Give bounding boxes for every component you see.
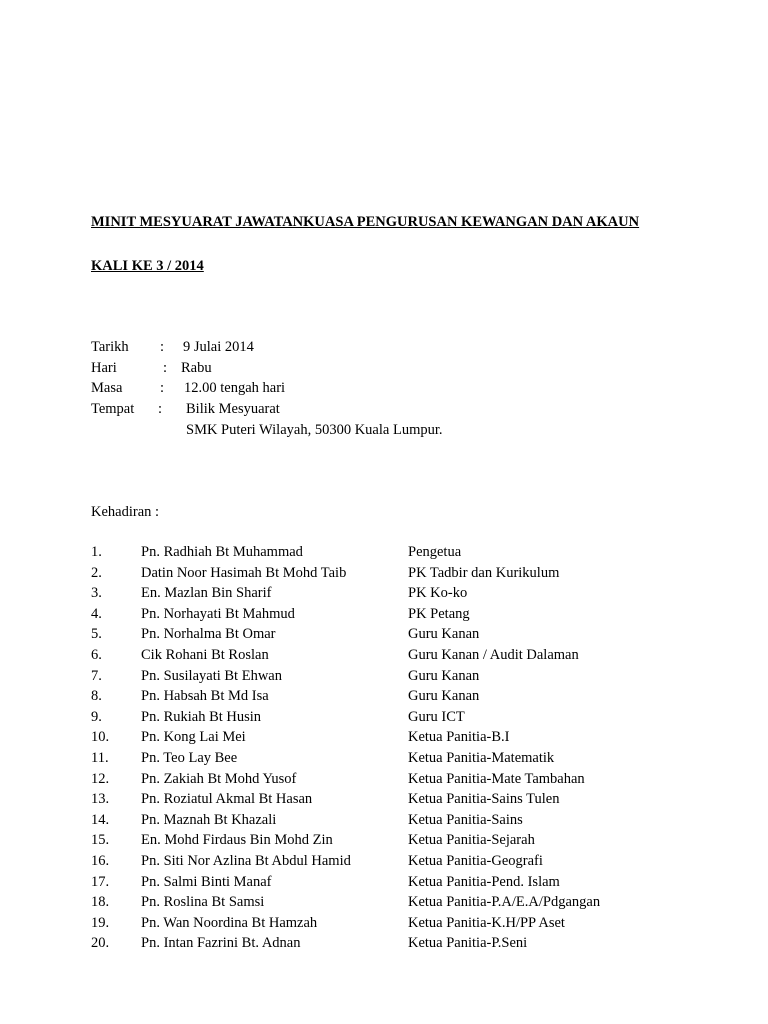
- attendance-position: Ketua Panitia-Sains: [408, 811, 523, 828]
- attendance-position: Ketua Panitia-B.I: [408, 729, 510, 746]
- attendance-name: Pn. Roslina Bt Samsi: [141, 894, 265, 911]
- attendance-number: 11.: [91, 749, 109, 766]
- attendance-name: En. Mohd Firdaus Bin Mohd Zin: [141, 832, 333, 849]
- attendance-row: [91, 853, 731, 874]
- attendance-name: Pn. Intan Fazrini Bt. Adnan: [141, 935, 301, 952]
- attendance-row: [91, 709, 731, 730]
- attendance-position: Guru Kanan: [408, 688, 480, 705]
- attendance-name: Cik Rohani Bt Roslan: [141, 646, 269, 663]
- attendance-number: 6.: [91, 646, 102, 663]
- attendance-row: [91, 606, 731, 627]
- attendance-row: [91, 832, 731, 853]
- attendance-number: 9.: [91, 708, 102, 725]
- attendance-name: Pn. Siti Nor Azlina Bt Abdul Hamid: [141, 852, 351, 869]
- attendance-row: [91, 668, 731, 689]
- attendance-number: 13.: [91, 791, 110, 808]
- attendance-number: 19.: [91, 914, 110, 931]
- attendance-row: [91, 544, 731, 565]
- info-value: 9 Julai 2014: [183, 339, 254, 355]
- attendance-position: Pengetua: [408, 544, 462, 560]
- attendance-position: Ketua Panitia-Sejarah: [408, 832, 535, 849]
- attendance-position: PK Ko-ko: [408, 585, 468, 602]
- attendance-number: 8.: [91, 688, 102, 705]
- attendance-name: Pn. Kong Lai Mei: [141, 729, 246, 746]
- attendance-name: Pn. Norhalma Bt Omar: [141, 626, 276, 643]
- attendance-number: 1.: [91, 544, 102, 560]
- attendance-number: 18.: [91, 894, 110, 911]
- attendance-row: [91, 750, 731, 771]
- info-colon: :: [160, 380, 165, 397]
- document-subtitle: KALI KE 3 / 2014: [91, 258, 204, 274]
- attendance-row: [91, 874, 731, 895]
- attendance-position: Guru Kanan: [408, 667, 480, 684]
- attendance-number: 15.: [91, 832, 110, 849]
- attendance-name: Pn. Norhayati Bt Mahmud: [141, 605, 295, 622]
- info-value: Bilik Mesyuarat: [186, 401, 280, 418]
- attendance-position: Ketua Panitia-Mate Tambahan: [408, 770, 585, 787]
- attendance-number: 14.: [91, 811, 110, 828]
- attendance-name: Pn. Salmi Binti Manaf: [141, 873, 272, 890]
- attendance-name: Pn. Rukiah Bt Husin: [141, 708, 262, 725]
- attendance-position: PK Tadbir dan Kurikulum: [408, 564, 560, 581]
- attendance-position: Ketua Panitia-Geografi: [408, 852, 543, 869]
- attendance-row: [91, 915, 731, 936]
- attendance-name: Pn. Teo Lay Bee: [141, 749, 238, 766]
- info-label: Hari: [91, 359, 117, 376]
- attendance-row: [91, 791, 731, 812]
- attendance-number: 2.: [91, 564, 102, 581]
- attendance-name: Pn. Zakiah Bt Mohd Yusof: [141, 770, 297, 787]
- attendance-name: En. Mazlan Bin Sharif: [141, 585, 272, 602]
- info-value: Rabu: [181, 359, 212, 376]
- attendance-number: 20.: [91, 935, 110, 952]
- document-title: MINIT MESYUARAT JAWATANKUASA PENGURUSAN KEWANGAN DAN AKAUN: [91, 214, 640, 230]
- attendance-row: [91, 812, 731, 833]
- attendance-position: Guru ICT: [408, 708, 465, 725]
- attendance-name: Pn. Wan Noordina Bt Hamzah: [141, 914, 318, 931]
- attendance-position: Guru Kanan / Audit Dalaman: [408, 646, 579, 663]
- attendance-position: Ketua Panitia-Pend. Islam: [408, 873, 560, 890]
- attendance-position: Ketua Panitia-P.A/E.A/Pdgangan: [408, 894, 601, 911]
- attendance-row: [91, 565, 731, 586]
- info-label: Tempat: [91, 401, 135, 418]
- attendance-number: 16.: [91, 852, 110, 869]
- attendance-heading: Kehadiran :: [91, 504, 160, 520]
- attendance-number: 10.: [91, 729, 110, 746]
- attendance-number: 5.: [91, 626, 102, 643]
- attendance-number: 4.: [91, 605, 102, 622]
- attendance-name: Pn. Roziatul Akmal Bt Hasan: [141, 791, 313, 808]
- attendance-position: Ketua Panitia-Matematik: [408, 749, 555, 766]
- attendance-row: [91, 585, 731, 606]
- info-colon: :: [158, 401, 163, 418]
- attendance-row: [91, 894, 731, 915]
- attendance-row: [91, 729, 731, 750]
- info-label: Masa: [91, 380, 123, 397]
- attendance-position: PK Petang: [408, 605, 470, 622]
- attendance-number: 3.: [91, 585, 102, 602]
- attendance-position: Ketua Panitia-P.Seni: [408, 935, 528, 952]
- info-colon: :: [160, 339, 165, 355]
- attendance-row: [91, 688, 731, 709]
- info-label: Tarikh: [91, 339, 129, 355]
- attendance-row: [91, 647, 731, 668]
- attendance-number: 12.: [91, 770, 110, 787]
- attendance-row: [91, 935, 731, 956]
- attendance-name: Pn. Susilayati Bt Ehwan: [141, 667, 282, 684]
- attendance-name: Pn. Habsah Bt Md Isa: [141, 688, 269, 705]
- info-value: 12.00 tengah hari: [184, 380, 286, 397]
- attendance-position: Ketua Panitia-K.H/PP Aset: [408, 914, 565, 931]
- info-value: SMK Puteri Wilayah, 50300 Kuala Lumpur.: [186, 421, 443, 438]
- attendance-name: Pn. Radhiah Bt Muhammad: [141, 544, 303, 560]
- attendance-position: Ketua Panitia-Sains Tulen: [408, 791, 560, 808]
- attendance-number: 17.: [91, 873, 110, 890]
- attendance-number: 7.: [91, 667, 102, 684]
- attendance-row: [91, 771, 731, 792]
- attendance-name: Datin Noor Hasimah Bt Mohd Taib: [141, 564, 347, 581]
- attendance-row: [91, 626, 731, 647]
- info-colon: :: [163, 359, 168, 376]
- attendance-position: Guru Kanan: [408, 626, 480, 643]
- attendance-list: [91, 544, 731, 956]
- attendance-name: Pn. Maznah Bt Khazali: [141, 811, 277, 828]
